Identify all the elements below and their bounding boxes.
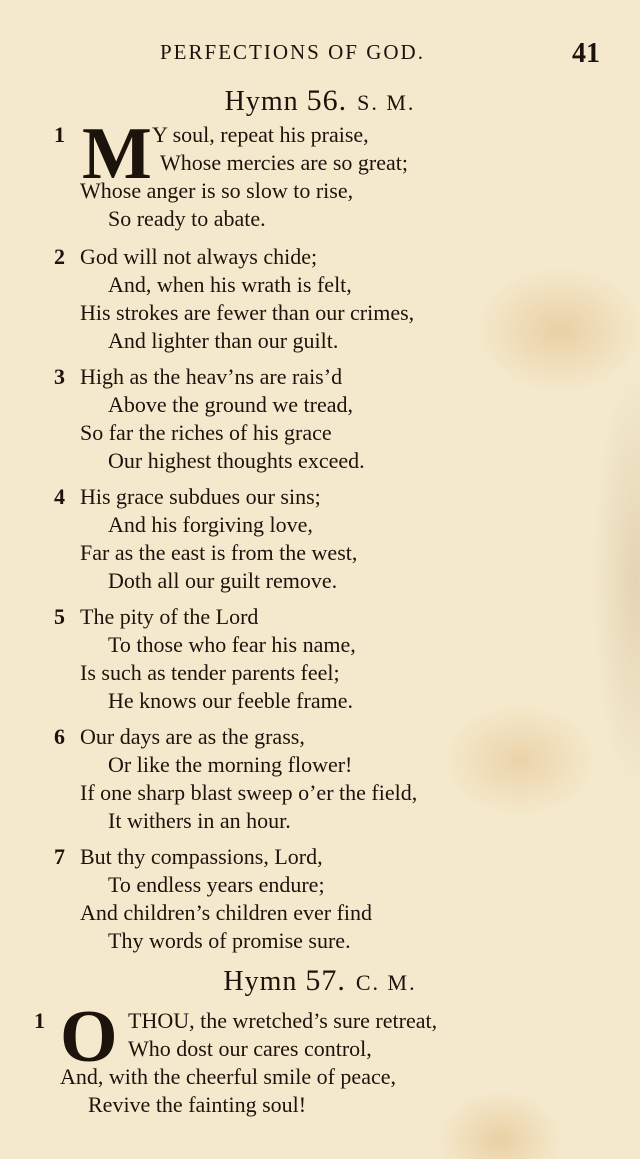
verse-number: 5 — [54, 604, 65, 629]
hymn-56-number: 56. — [306, 84, 348, 117]
verse-line: Thy words of promise sure. — [108, 928, 351, 953]
verse-line: His grace subdues our sins; — [80, 484, 321, 509]
hymn-57-heading — [0, 964, 640, 998]
verse-line: Our days are as the grass, — [80, 724, 305, 749]
verse-number: 7 — [54, 844, 65, 869]
verse-number: 1 — [54, 122, 65, 147]
verse-line: Whose anger is so slow to rise, — [80, 178, 354, 203]
hymn-57-title: Hymn — [223, 966, 298, 997]
verse-line: Whose mercies are so great; — [160, 150, 408, 175]
verse-number: 4 — [54, 484, 65, 509]
verse-line: So ready to abate. — [108, 206, 266, 231]
verse-line: And children’s children ever find — [80, 900, 373, 925]
verse-line: Who dost our cares control, — [128, 1036, 372, 1061]
verse-line: And his forgiving love, — [108, 512, 313, 537]
verse-line: God will not always chide; — [80, 244, 318, 269]
verse-line: Y soul, repeat his praise, — [152, 122, 369, 147]
verse-line: To endless years endure; — [108, 872, 325, 897]
drop-cap: O — [60, 996, 118, 1078]
verse-line: He knows our feeble frame. — [108, 688, 353, 713]
verse-line: And lighter than our guilt. — [108, 328, 339, 353]
verse-line: It withers in an hour. — [108, 808, 291, 833]
drop-cap: M — [82, 113, 152, 195]
verse-number: 1 — [34, 1008, 45, 1033]
verse-line: Or like the morning flower! — [108, 752, 353, 777]
verse-line: High as the heav’ns are rais’d — [80, 364, 343, 389]
verse-number: 6 — [54, 724, 65, 749]
verse-number: 2 — [54, 244, 65, 269]
verse-line: Revive the fainting soul! — [88, 1092, 307, 1117]
page-number: 41 — [572, 38, 600, 69]
hymn-56-title: Hymn — [224, 86, 299, 117]
running-head — [0, 38, 640, 68]
verse-line: Doth all our guilt remove. — [108, 568, 338, 593]
verse-line: To those who fear his name, — [108, 632, 356, 657]
verse-line: His strokes are fewer than our crimes, — [80, 300, 415, 325]
hymn-57-meter: C. M. — [355, 970, 417, 995]
hymn-57-number: 57. — [305, 964, 346, 997]
verse-line: Our highest thoughts exceed. — [108, 448, 365, 473]
verse-line: Is such as tender parents feel; — [80, 660, 340, 685]
verse-line: But thy compassions, Lord, — [80, 844, 323, 869]
verse-line: So far the riches of his grace — [80, 420, 332, 445]
verse-line: If one sharp blast sweep o’er the field, — [80, 780, 418, 805]
running-title: PERFECTIONS OF GOD. — [160, 40, 425, 64]
verse-line: And, with the cheerful smile of peace, — [60, 1064, 396, 1089]
verse-line: And, when his wrath is felt, — [108, 272, 352, 297]
verse-line: Far as the east is from the west, — [80, 540, 358, 565]
verse-line: THOU, the wretched’s sure retreat, — [128, 1008, 438, 1033]
verse-number: 3 — [54, 364, 65, 389]
verse-line: Above the ground we tread, — [108, 392, 353, 417]
hymn-56-meter: S. M. — [357, 90, 416, 115]
verse-line: The pity of the Lord — [80, 604, 259, 629]
